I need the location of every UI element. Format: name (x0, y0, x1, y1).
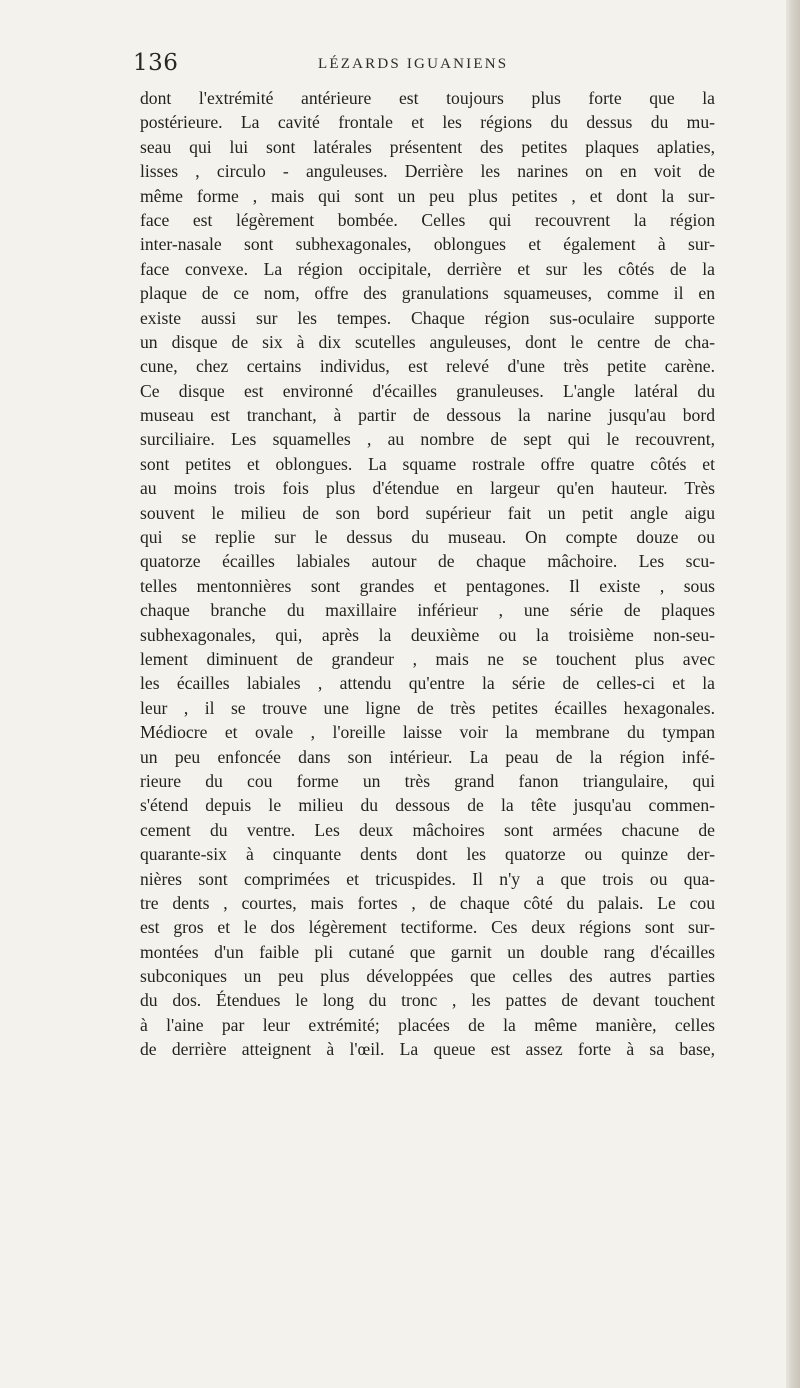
text-line: du dos. Étendues le long du tronc , les pattes de devant touchent (140, 990, 715, 1011)
text-line: un peu enfoncée dans son intérieur. La peau de la région infé- (140, 746, 715, 767)
text-line: quatorze écailles labiales autour de chaque mâchoire. Les scu- (140, 551, 715, 572)
text-line: tre dents , courtes, mais fortes , de chaque côté du palais. Le cou (140, 892, 715, 913)
text-line: les écailles labiales , attendu qu'entre la série de celles-ci et la (140, 673, 715, 694)
text-line: montées d'un faible pli cutané que garnit un double rang d'écailles (140, 941, 715, 962)
text-line: s'étend depuis le milieu du dessous de la tête jusqu'au commen- (140, 795, 715, 816)
page-gutter-shadow (786, 0, 800, 1388)
text-line: seau qui lui sont latérales présentent des petites plaques aplaties, (140, 136, 715, 157)
text-line: sont petites et oblongues. La squame rostrale offre quatre côtés et (140, 453, 715, 474)
text-line: au moins trois fois plus d'étendue en largeur qu'en hauteur. Très (140, 478, 715, 499)
text-line: quarante-six à cinquante dents dont les quatorze ou quinze der- (140, 844, 715, 865)
text-line: Médiocre et ovale , l'oreille laisse voir la membrane du tympan (140, 722, 715, 743)
text-line: existe aussi sur les tempes. Chaque région sus-oculaire supporte (140, 307, 715, 328)
text-line: leur , il se trouve une ligne de très petites écailles hexagonales. (140, 697, 715, 718)
text-line: subconiques un peu plus développées que celles des autres parties (140, 966, 715, 987)
text-line: cune, chez certains individus, est relevé d'une très petite carène. (140, 356, 715, 377)
text-line: postérieure. La cavité frontale et les régions du dessus du mu- (140, 112, 715, 133)
page-header (133, 50, 723, 84)
text-line: plaque de ce nom, offre des granulations squameuses, comme il en (140, 283, 715, 304)
text-line: chaque branche du maxillaire inférieur , une série de plaques (140, 600, 715, 621)
text-line: lement diminuent de grandeur , mais ne se touchent plus avec (140, 648, 715, 669)
text-line: est gros et le dos légèrement tectiforme. Ces deux régions sont sur- (140, 917, 715, 938)
text-line: lisses , circulo - anguleuses. Derrière les narines on en voit de (140, 161, 715, 182)
text-line: subhexagonales, qui, après la deuxième ou la troisième non-seu- (140, 624, 715, 645)
text-line: Ce disque est environné d'écailles granuleuses. L'angle latéral du (140, 380, 715, 401)
text-line: un disque de six à dix scutelles anguleuses, dont le centre de cha- (140, 331, 715, 352)
text-line: dont l'extrémité antérieure est toujours plus forte que la (140, 88, 715, 108)
text-line: souvent le milieu de son bord supérieur fait un petit angle aigu (140, 502, 715, 523)
running-title: LÉZARDS IGUANIENS (318, 56, 509, 72)
text-line: face convexe. La région occipitale, derrière et sur les côtés de la (140, 258, 715, 279)
page-number: 136 (133, 50, 179, 76)
body-paragraph (140, 86, 715, 1062)
text-line: rieure du cou forme un très grand fanon triangulaire, qui (140, 770, 715, 791)
text-line: même forme , mais qui sont un peu plus petites , et dont la sur- (140, 185, 715, 206)
text-line: nières sont comprimées et tricuspides. Il n'y a que trois ou qua- (140, 868, 715, 889)
text-line: qui se replie sur le dessus du museau. On compte douze ou (140, 527, 715, 548)
text-line: surciliaire. Les squamelles , au nombre de sept qui le recouvrent, (140, 429, 715, 450)
text-line: face est légèrement bombée. Celles qui recouvrent la région (140, 209, 715, 230)
text-line: à l'aine par leur extrémité; placées de la même manière, celles (140, 1014, 715, 1035)
text-line: telles mentonnières sont grandes et pentagones. Il existe , sous (140, 575, 715, 596)
text-line: museau est tranchant, à partir de dessous la narine jusqu'au bord (140, 405, 715, 426)
text-line: de derrière atteignent à l'œil. La queue est assez forte à sa base, (140, 1039, 715, 1060)
text-line: cement du ventre. Les deux mâchoires sont armées chacune de (140, 819, 715, 840)
text-line: inter-nasale sont subhexagonales, oblongues et également à sur- (140, 234, 715, 255)
